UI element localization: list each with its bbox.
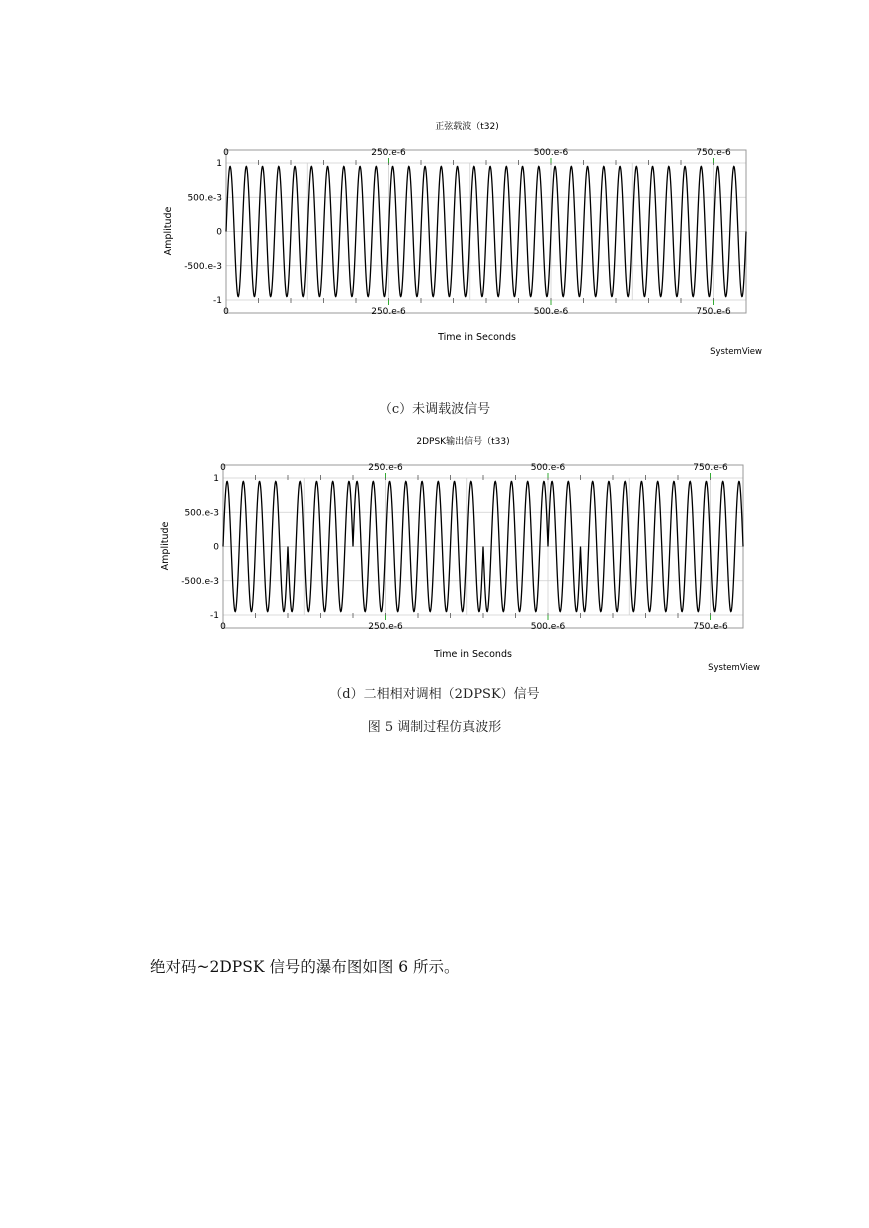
x-tick-label: 750.e-6 xyxy=(693,463,728,473)
x-tick-label: 250.e-6 xyxy=(368,463,403,473)
y-tick-label: -1 xyxy=(210,611,219,621)
y-tick-label: 0 xyxy=(216,227,222,238)
y-axis-label: Amplitude xyxy=(163,206,174,256)
x-tick-label: 250.e-6 xyxy=(371,307,406,317)
figure-caption: 图 5 调制过程仿真波形 xyxy=(367,720,502,735)
x-tick-label: 250.e-6 xyxy=(371,148,406,158)
y-tick-label: 1 xyxy=(213,474,219,484)
y-tick-labels xyxy=(181,474,219,621)
chart-title: 2DPSK输出信号（t33) xyxy=(416,437,510,447)
y-tick-label: 1 xyxy=(216,159,222,169)
x-axis-label: Time in Seconds xyxy=(438,332,516,343)
y-tick-label: -500.e-3 xyxy=(181,576,219,587)
systemview-watermark: SystemView xyxy=(708,663,760,673)
y-tick-label: -1 xyxy=(213,296,222,306)
chart-title: 正弦载波（t32) xyxy=(435,122,499,132)
y-tick-label: 500.e-3 xyxy=(184,508,219,519)
x-tick-label: 500.e-6 xyxy=(530,463,566,473)
x-tick-label: 750.e-6 xyxy=(696,307,731,317)
x-tick-label: 0 xyxy=(223,307,229,317)
x-tick-label: 750.e-6 xyxy=(693,622,728,632)
body-paragraph: 绝对码~2DPSK 信号的瀑布图如图 6 所示。 xyxy=(150,958,460,976)
x-tick-label: 750.e-6 xyxy=(696,148,731,158)
x-axis-label: Time in Seconds xyxy=(434,649,512,660)
systemview-watermark: SystemView xyxy=(710,347,762,357)
x-tick-labels-bottom xyxy=(220,622,728,632)
x-tick-label: 500.e-6 xyxy=(533,307,569,317)
caption-d: （d）二相相对调相（2DPSK）信号 xyxy=(329,687,540,702)
y-tick-label: 500.e-3 xyxy=(187,193,222,204)
x-tick-label: 0 xyxy=(220,463,226,473)
x-tick-label: 250.e-6 xyxy=(368,622,403,632)
caption-c: （c）未调载波信号 xyxy=(378,402,491,417)
x-tick-label: 0 xyxy=(220,622,226,632)
y-tick-label: 0 xyxy=(213,542,219,553)
x-tick-label: 500.e-6 xyxy=(530,622,566,632)
y-axis-label: Amplitude xyxy=(160,521,171,571)
x-tick-label: 500.e-6 xyxy=(533,148,569,158)
x-tick-label: 0 xyxy=(223,148,229,158)
y-tick-label: -500.e-3 xyxy=(184,261,222,272)
